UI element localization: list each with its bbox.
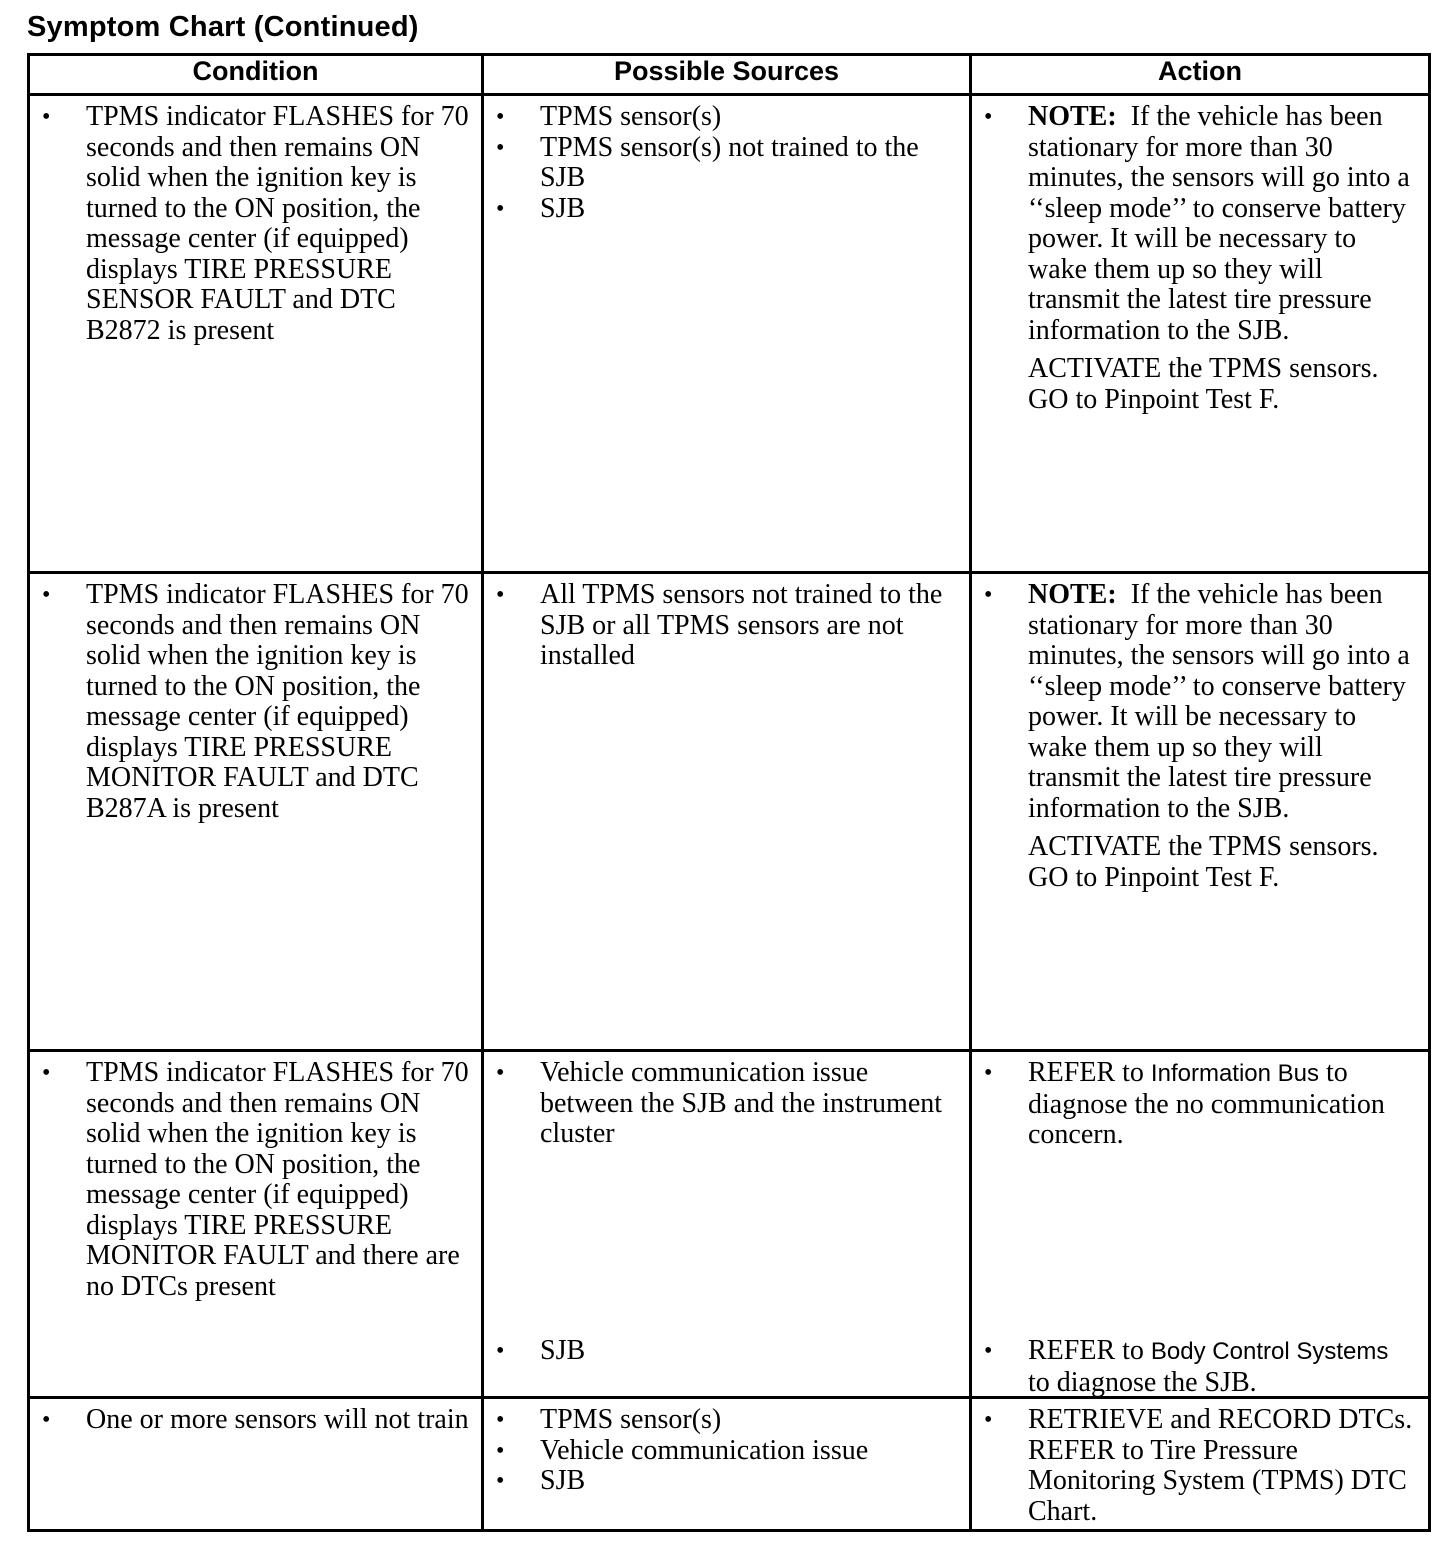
source-text: TPMS sensor(s) <box>540 1404 722 1435</box>
source-text: TPMS sensor(s) not trained to the SJB <box>540 131 919 193</box>
list-item <box>30 102 469 346</box>
action-text <box>1028 1058 1416 1151</box>
list-item <box>484 133 957 194</box>
condition-cell <box>29 95 483 573</box>
condition-cell <box>29 573 483 1051</box>
table-row <box>29 573 1430 1051</box>
action-prefix: REFER to <box>1028 1057 1144 1088</box>
bullet: • <box>496 195 505 222</box>
table-row <box>29 95 1430 573</box>
list-item <box>972 580 1416 824</box>
list-item <box>484 580 957 672</box>
list-item <box>30 1058 469 1302</box>
condition-text: One or more sensors will not train <box>86 1404 469 1435</box>
column-header-sources: Possible Sources <box>483 55 971 95</box>
bullet: • <box>42 582 51 608</box>
table-row <box>29 1051 1430 1398</box>
bullet: • <box>42 1407 51 1433</box>
list-item <box>484 102 957 133</box>
list-item <box>484 1466 957 1497</box>
action-step-text: ACTIVATE the TPMS sensors. GO to Pinpoint Test F. <box>1028 831 1379 893</box>
column-header-action: Action <box>971 55 1430 95</box>
note-text: If the vehicle has been stationary for more than 30 minutes, the sensors will go into a ‘‘sleep mode’’ to conserve battery power. It will be necessary to wake them up so they will transmit the latest tire pressure information to the SJB. <box>1028 579 1410 824</box>
list-item <box>972 1336 1416 1398</box>
bullet: • <box>42 1060 51 1086</box>
source-text: All TPMS sensors not trained to the SJB or all TPMS sensors are not installed <box>540 579 943 671</box>
list-item <box>484 194 957 225</box>
sources-cell <box>483 1398 971 1531</box>
source-text: SJB <box>540 1335 586 1366</box>
list-item <box>30 1405 469 1436</box>
bullet: • <box>496 1338 505 1364</box>
bullet: • <box>496 1407 505 1433</box>
list-item <box>972 1405 1416 1527</box>
action-cell <box>971 95 1430 573</box>
table-row <box>29 1398 1430 1531</box>
bullet: • <box>984 582 993 608</box>
list-item <box>484 1336 957 1367</box>
column-header-condition: Condition <box>29 55 483 95</box>
list-item <box>30 580 469 824</box>
list-item <box>972 102 1416 346</box>
note-text: If the vehicle has been stationary for more than 30 minutes, the sensors will go into a ‘‘sleep mode’’ to conserve battery power. It will be necessary to wake them up so they will transmit the latest tire pressure information to the SJB. <box>1028 101 1410 346</box>
bullet: • <box>496 1060 505 1086</box>
action-cell <box>971 573 1430 1051</box>
bullet: • <box>984 1060 993 1086</box>
list-item <box>972 1058 1416 1151</box>
sources-cell <box>483 573 971 1051</box>
action-note <box>1028 102 1416 346</box>
page-title: Symptom Chart (Continued) <box>27 11 419 43</box>
note-label: NOTE: <box>1028 101 1117 132</box>
sources-cell <box>483 95 971 573</box>
bullet: • <box>984 104 993 130</box>
bullet: • <box>496 104 505 130</box>
action-note <box>1028 580 1416 824</box>
source-text: Vehicle communication issue between the SJB and the instrument cluster <box>540 1057 943 1149</box>
bullet: • <box>496 582 505 608</box>
source-text: TPMS sensor(s) <box>540 101 722 132</box>
action-text: RETRIEVE and RECORD DTCs. REFER to Tire Pressure Monitoring System (TPMS) DTC Chart. <box>1028 1404 1413 1527</box>
source-text: Vehicle communication issue <box>540 1434 869 1466</box>
bullet: • <box>496 1437 505 1464</box>
list-item <box>484 1436 957 1467</box>
list-item <box>484 1058 957 1150</box>
source-text: SJB <box>540 192 586 224</box>
action-prefix: REFER to <box>1028 1335 1144 1366</box>
table-header-row <box>29 55 1430 95</box>
bullet: • <box>984 1407 993 1433</box>
sources-cell <box>483 1051 971 1398</box>
source-text: SJB <box>540 1465 586 1496</box>
condition-text: TPMS indicator FLASHES for 70 seconds and then remains ON solid when the ignition key is turned to the ON position, the message center (if equipped) displays TIRE PRESSURE SENSOR FAULT and DTC B2872 is present <box>86 101 469 346</box>
action-step-text: ACTIVATE the TPMS sensors. GO to Pinpoint Test F. <box>1028 353 1379 415</box>
list-item <box>484 1405 957 1436</box>
condition-text: TPMS indicator FLASHES for 70 seconds and then remains ON solid when the ignition key is turned to the ON position, the message center (if equipped) displays TIRE PRESSURE MONITOR FAULT and there are no DTCs present <box>86 1057 469 1302</box>
note-label: NOTE: <box>1028 579 1117 610</box>
symptom-chart-table <box>27 53 1431 1532</box>
action-suffix: to diagnose the SJB. <box>1028 1366 1257 1398</box>
action-cell <box>971 1398 1430 1531</box>
information-bus-link[interactable]: Information Bus <box>1150 1060 1320 1087</box>
action-suffix: to diagnose the no communication concern. <box>1028 1057 1385 1150</box>
bullet: • <box>984 1338 993 1364</box>
bullet: • <box>496 134 505 161</box>
bullet: • <box>42 104 51 130</box>
condition-cell <box>29 1051 483 1398</box>
condition-text: TPMS indicator FLASHES for 70 seconds and then remains ON solid when the ignition key is turned to the ON position, the message center (if equipped) displays TIRE PRESSURE MONITOR FAULT and DTC B287A is present <box>86 579 469 824</box>
bullet: • <box>496 1468 505 1494</box>
condition-cell <box>29 1398 483 1531</box>
body-control-systems-link[interactable]: Body Control Systems <box>1150 1338 1389 1365</box>
action-text <box>1028 1336 1416 1398</box>
action-cell <box>971 1051 1430 1398</box>
